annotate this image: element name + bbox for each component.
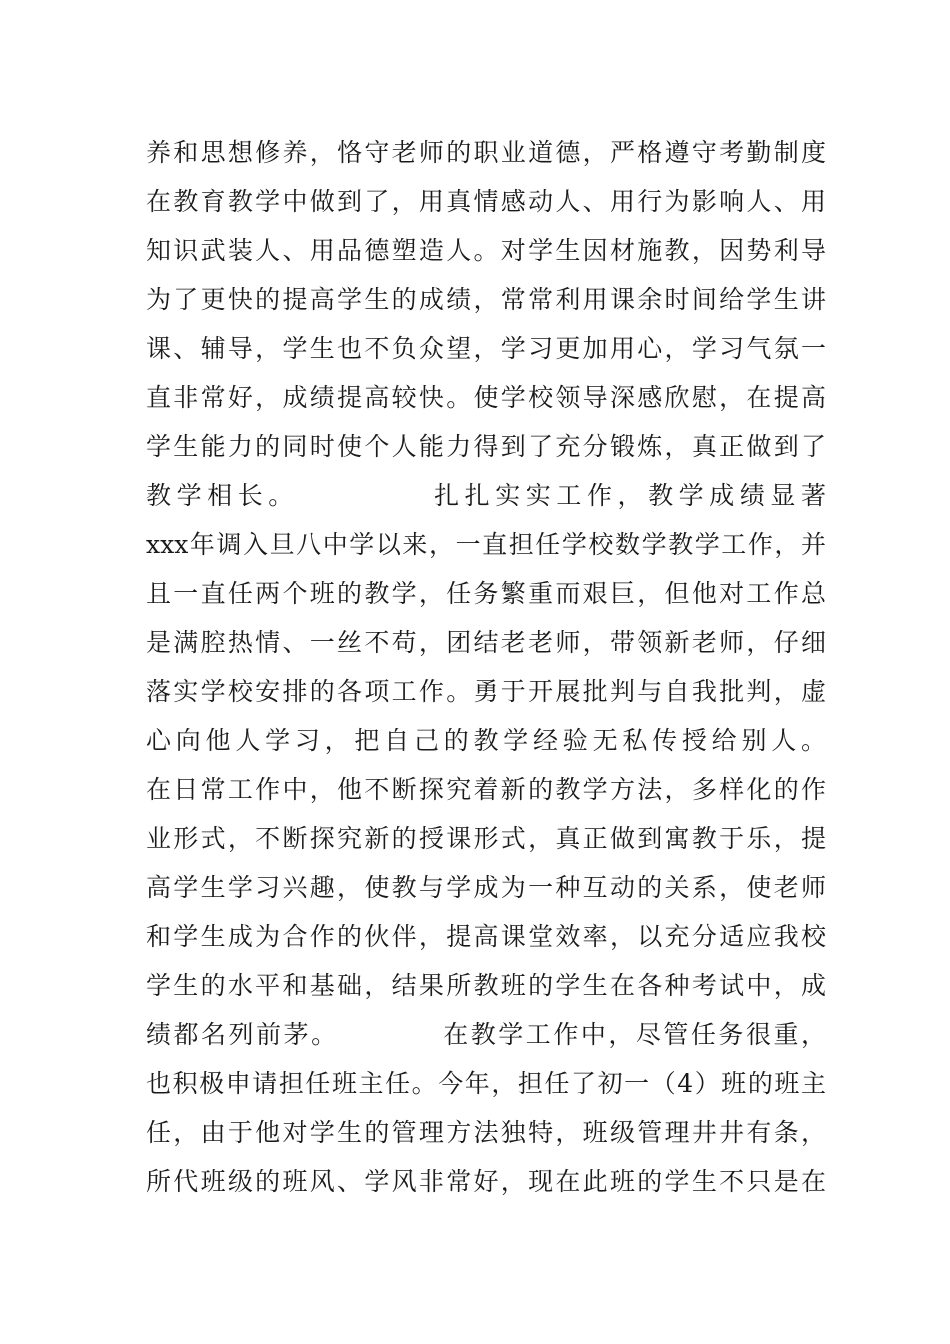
text-line-1: 养和思想修养，恪守老师的职业道德，严格遵守考勤制度 bbox=[146, 138, 826, 167]
text-line-4: 为了更快的提高学生的成绩，常常利用课余时间给学生讲 bbox=[146, 285, 826, 314]
text-line-2: 在教育教学中做到了，用真情感动人、用行为影响人、用 bbox=[146, 187, 826, 216]
text-line-16: 高学生学习兴趣，使教与学成为一种互动的关系，使老师 bbox=[146, 873, 826, 902]
text-line-14: 在日常工作中，他不断探究着新的教学方法，多样化的作 bbox=[146, 775, 826, 804]
body-text bbox=[146, 128, 826, 1206]
text-line-11: 是满腔热情、一丝不苟，团结老老师，带领新老师，仔细 bbox=[146, 628, 826, 657]
text-line-9: xxx年调入旦八中学以来，一直担任学校数学教学工作，并 bbox=[146, 530, 826, 559]
text-line-6: 直非常好，成绩提高较快。使学校领导深感欣慰，在提高 bbox=[146, 383, 826, 412]
text-line-18: 学生的水平和基础，结果所教班的学生在各种考试中，成 bbox=[146, 971, 826, 1000]
text-line-13: 心向他人学习，把自己的教学经验无私传授给别人。 bbox=[146, 726, 826, 755]
text-line-3: 知识武装人、用品德塑造人。对学生因材施教，因势利导 bbox=[146, 236, 826, 265]
text-line-20: 也积极申请担任班主任。今年，担任了初一（4）班的班主 bbox=[146, 1069, 826, 1098]
text-line-8: 教学相长。 扎扎实实工作，教学成绩显著 bbox=[146, 481, 826, 510]
text-line-19: 绩都名列前茅。 在教学工作中，尽管任务很重， bbox=[146, 1020, 826, 1049]
text-line-22: 所代班级的班风、学风非常好，现在此班的学生不只是在 bbox=[146, 1167, 826, 1196]
text-line-7: 学生能力的同时使个人能力得到了充分锻炼，真正做到了 bbox=[146, 432, 826, 461]
text-line-5: 课、辅导，学生也不负众望，学习更加用心，学习气氛一 bbox=[146, 334, 826, 363]
text-line-17: 和学生成为合作的伙伴，提高课堂效率，以充分适应我校 bbox=[146, 922, 826, 951]
text-line-12: 落实学校安排的各项工作。勇于开展批判与自我批判，虚 bbox=[146, 677, 826, 706]
text-line-15: 业形式，不断探究新的授课形式，真正做到寓教于乐，提 bbox=[146, 824, 826, 853]
text-line-21: 任，由于他对学生的管理方法独特，班级管理井井有条， bbox=[146, 1118, 826, 1147]
text-line-10: 且一直任两个班的教学，任务繁重而艰巨，但他对工作总 bbox=[146, 579, 826, 608]
